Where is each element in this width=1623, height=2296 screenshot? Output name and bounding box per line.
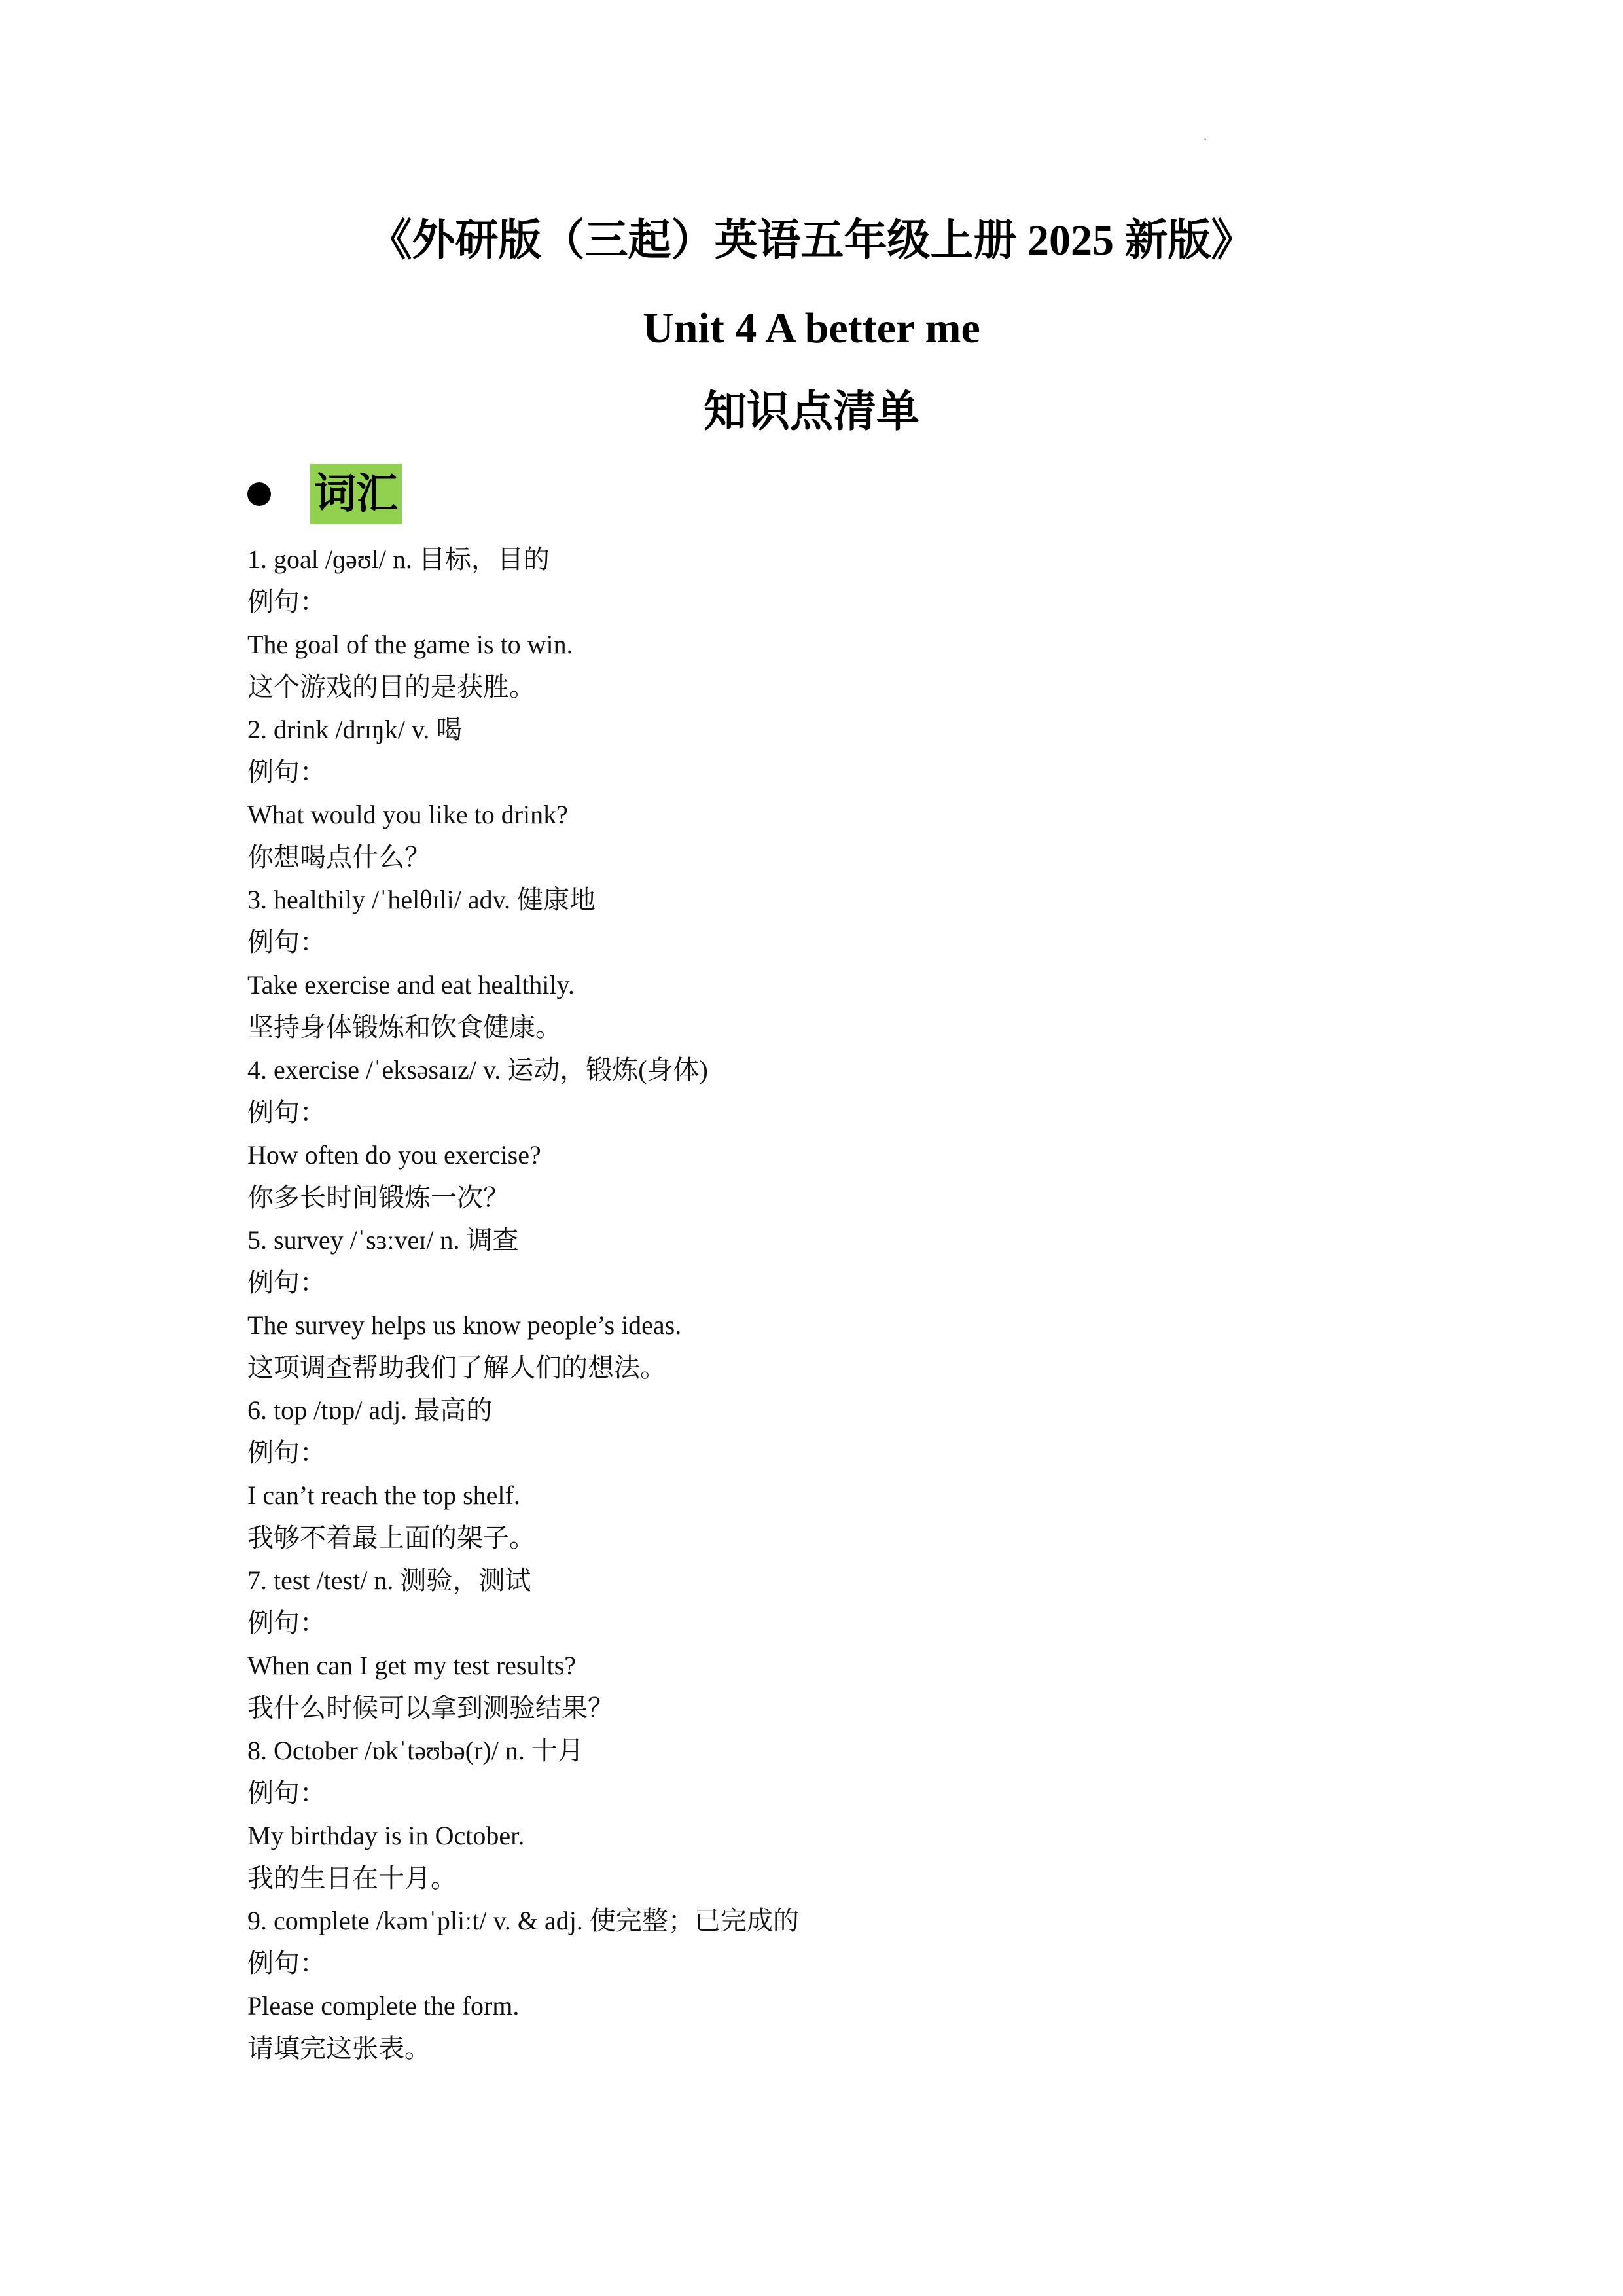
vocab-entry: 8. October /ɒkˈtəʊbə(r)/ n. 十月 [247,1736,584,1765]
vocab-item [247,708,1425,878]
vocabulary-label: 词汇 [310,464,402,524]
example-english: My birthday is in October. [247,1821,525,1850]
example-chinese: 这个游戏的目的是获胜。 [247,672,535,702]
example-chinese: 这项调查帮助我们了解人们的想法。 [247,1353,666,1382]
vocab-item [247,878,1425,1049]
vocabulary-list [247,538,1425,2070]
vocab-item [247,538,1425,708]
example-chinese: 你多长时间锻炼一次？ [247,1183,509,1212]
example-english: I can’t reach the top shelf. [247,1480,520,1510]
vocab-entry: 4. exercise /ˈeksəsaɪz/ v. 运动，锻炼(身体) [247,1055,708,1085]
section-heading: 知识点清单 [704,388,919,436]
example-chinese: 我的生日在十月。 [247,1863,457,1893]
example-english: Take exercise and eat healthily. [247,970,575,999]
example-label: 例句： [247,1438,326,1467]
example-label: 例句： [247,757,326,787]
vocab-entry: 6. top /tɒp/ adj. 最高的 [247,1395,493,1425]
example-english: What would you like to drink? [247,800,568,829]
vocabulary-section-header [247,461,402,527]
example-label: 例句： [247,1948,326,1978]
vocab-entry: 1. goal /ɡəʊl/ n. 目标，目的 [247,545,550,574]
vocab-item [247,1049,1425,1219]
vocab-entry: 5. survey /ˈsɜːveɪ/ n. 调查 [247,1225,519,1255]
unit-title: Unit 4 A better me [643,304,980,352]
example-label: 例句： [247,1608,326,1638]
document-title: 《外研版（三起）英语五年级上册 2025 新版》 [368,217,1255,264]
bullet-icon [247,482,271,506]
example-label: 例句： [247,1778,326,1808]
vocab-entry: 7. test /test/ n. 测验，测试 [247,1566,531,1595]
example-english: When can I get my test results? [247,1651,577,1680]
example-chinese: 你想喝点什么？ [247,842,431,872]
vocab-item [247,1389,1425,1559]
corner-mark: · [1203,131,1208,147]
example-english: The survey helps us know people’s ideas. [247,1310,682,1340]
vocab-item [247,1729,1425,1899]
example-chinese: 请填完这张表。 [247,2034,431,2063]
vocab-item [247,1559,1425,1729]
example-english: Please complete the form. [247,1991,520,2020]
example-label: 例句： [247,927,326,957]
example-chinese: 我什么时候可以拿到测验结果？ [247,1693,614,1723]
example-chinese: 坚持身体锻炼和饮食健康。 [247,1013,562,1042]
example-chinese: 我够不着最上面的架子。 [247,1523,535,1552]
vocab-entry: 2. drink /drɪŋk/ v. 喝 [247,715,463,744]
vocab-item [247,1219,1425,1389]
example-label: 例句： [247,1268,326,1297]
example-label: 例句： [247,1098,326,1127]
example-english: How often do you exercise? [247,1140,541,1170]
example-english: The goal of the game is to win. [247,630,573,659]
example-label: 例句： [247,587,326,617]
vocab-entry: 9. complete /kəmˈpliːt/ v. & adj. 使完整；已完成的 [247,1906,799,1935]
vocab-entry: 3. healthily /ˈhelθɪli/ adv. 健康地 [247,885,596,914]
vocab-item [247,1899,1425,2070]
